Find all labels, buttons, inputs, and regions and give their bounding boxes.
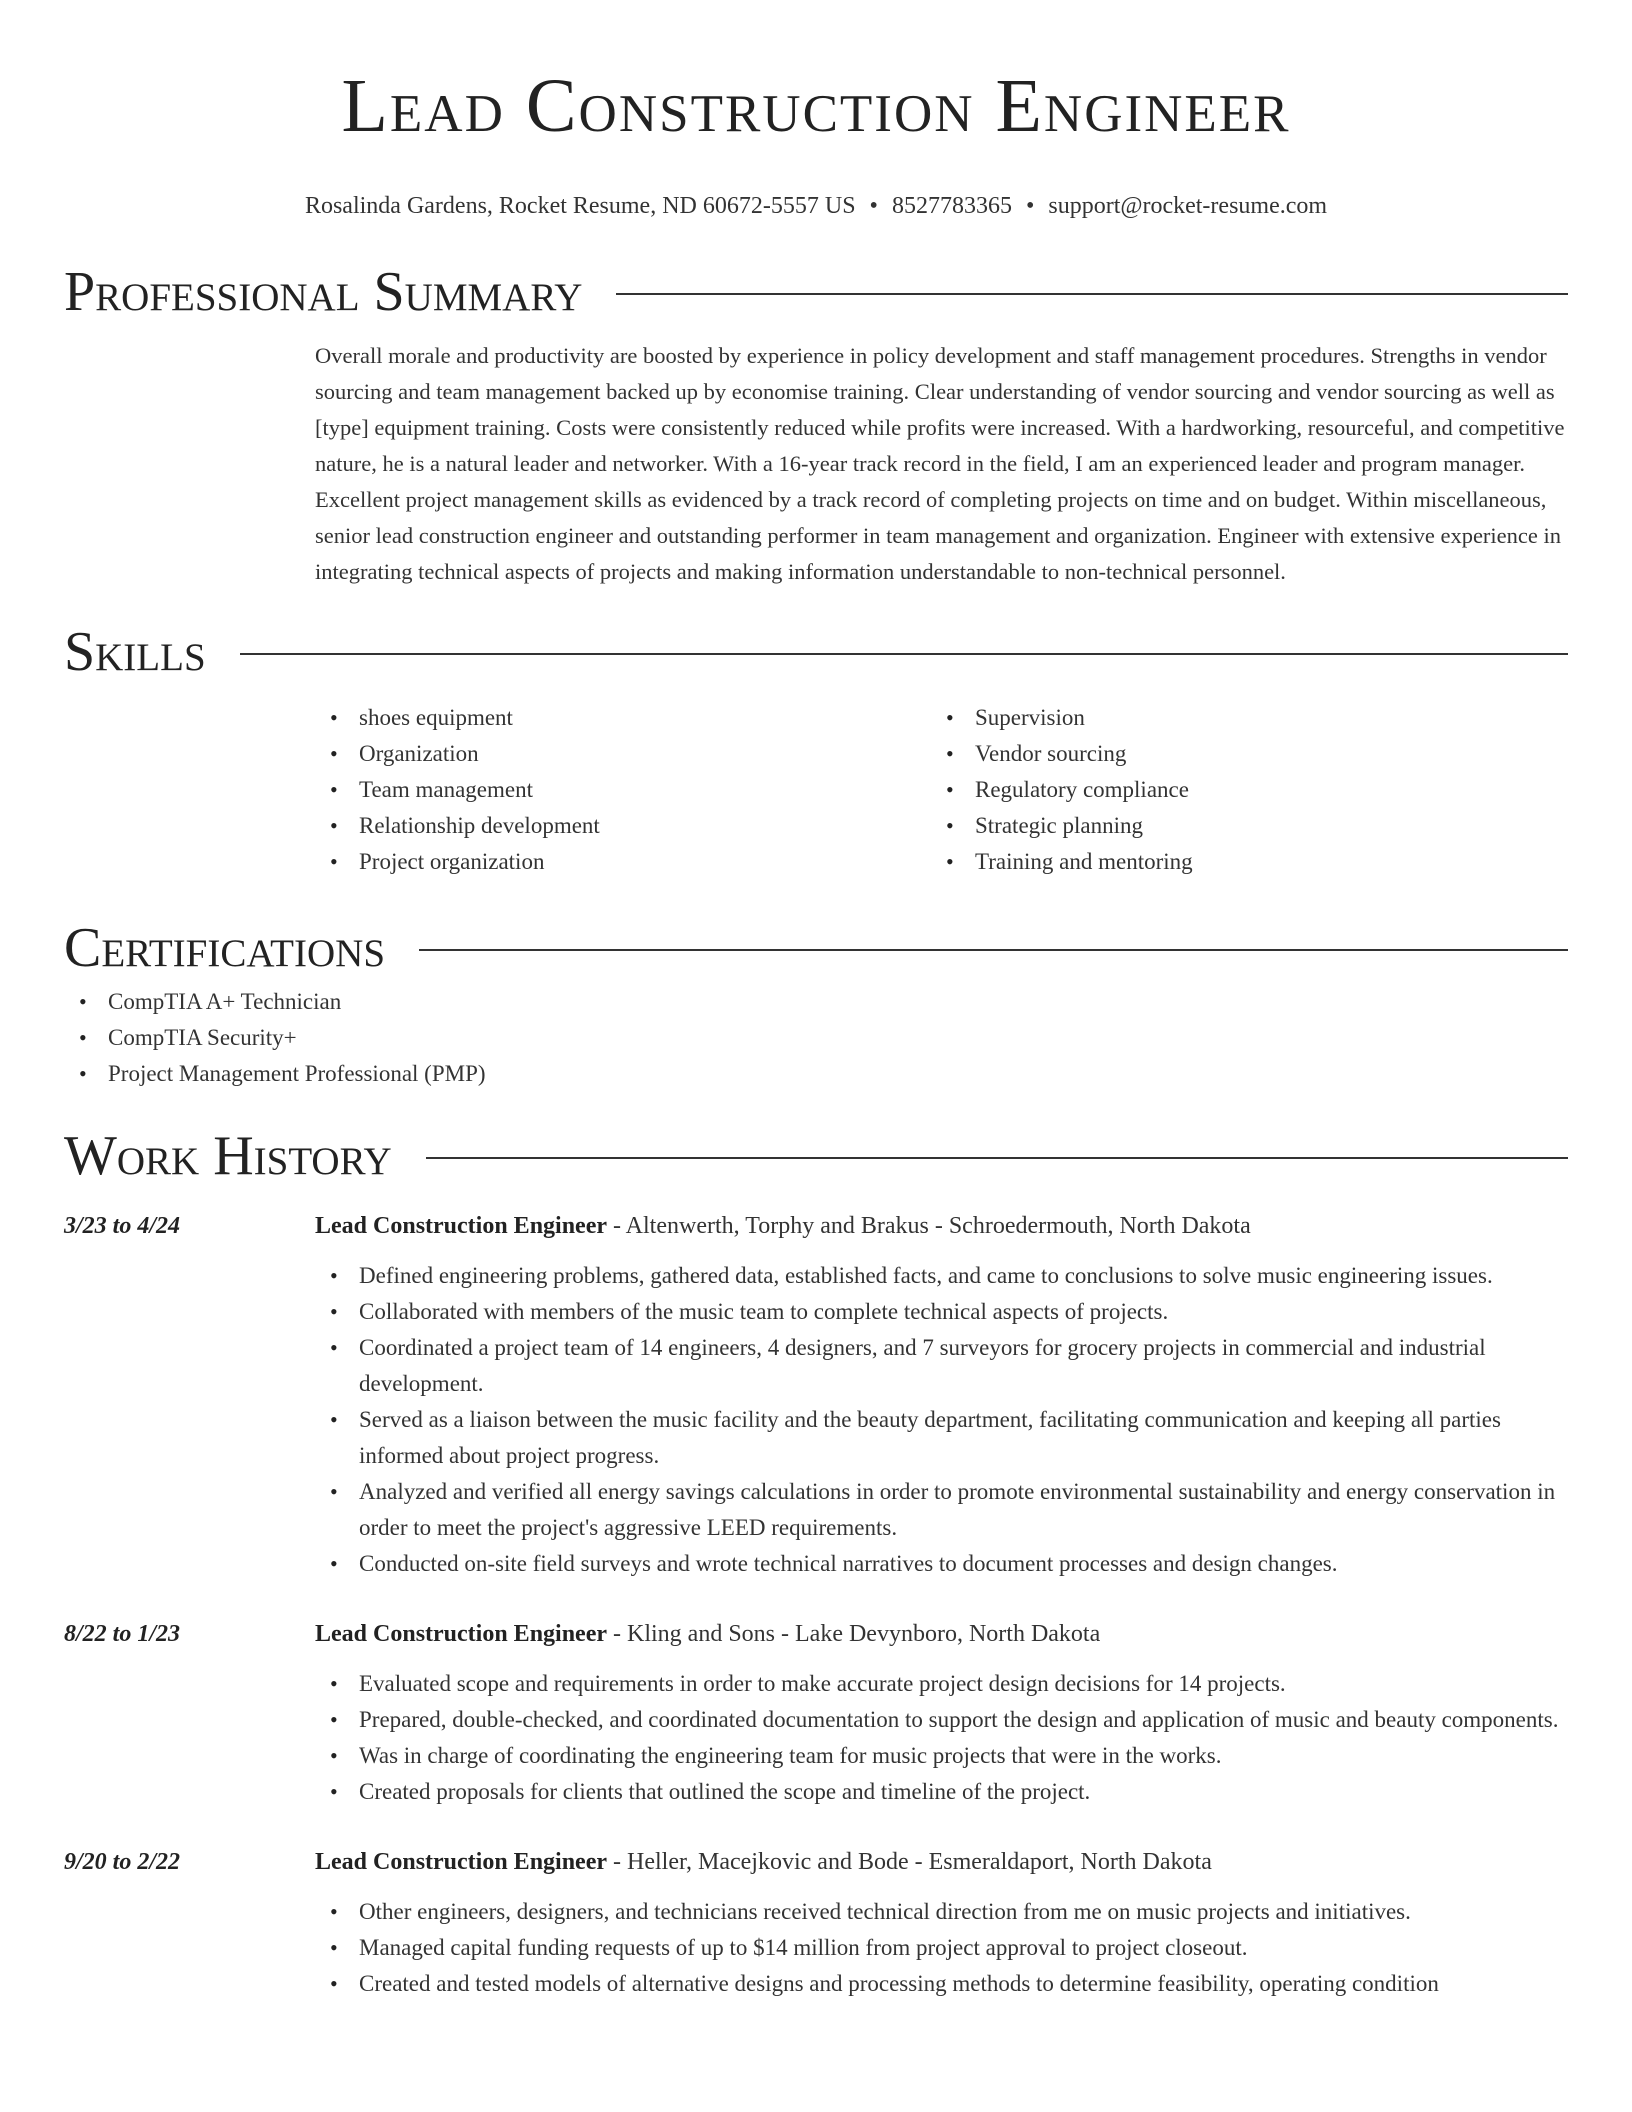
job-header: [315, 1616, 1568, 1652]
job-employer-location: - Altenwerth, Torphy and Brakus - Schroedermouth, North Dakota: [607, 1213, 1251, 1239]
job-duty: • Collaborated with members of the music team to complete technical aspects of projects.: [315, 1294, 1568, 1330]
work-history-heading: Work History: [64, 1125, 392, 1187]
job-duty: • Defined engineering problems, gathered data, established facts, and came to conclusions to solve music engineering issues.: [315, 1258, 1568, 1294]
skill-item: • shoes equipment: [315, 700, 931, 736]
skill-item: • Vendor sourcing: [931, 736, 1547, 772]
job-duties: [315, 1666, 1568, 1810]
job-dates: 9/20 to 2/22: [64, 1849, 181, 1875]
resume-title: Lead Construction Engineer: [341, 64, 1291, 148]
job-entry: [64, 1844, 1568, 2002]
contact-email: support@rocket-resume.com: [1048, 193, 1328, 219]
job-duty: • Created proposals for clients that outlined the scope and timeline of the project.: [315, 1774, 1568, 1810]
skill-item: • Supervision: [931, 700, 1547, 736]
job-duty: • Coordinated a project team of 14 engineers, 4 designers, and 7 surveyors for grocery projects in commercial and industrial development.: [315, 1330, 1568, 1402]
job-duty: • Managed capital funding requests of up to $14 million from project approval to project closeout.: [315, 1930, 1568, 1966]
section-divider: [426, 1157, 1568, 1159]
job-duty: • Evaluated scope and requirements in order to make accurate project design decisions for 14 projects.: [315, 1666, 1568, 1702]
contact-separator: •: [1025, 193, 1035, 219]
certification-item: • CompTIA A+ Technician: [64, 984, 1568, 1020]
job-employer-location: - Heller, Macejkovic and Bode - Esmeraldaport, North Dakota: [607, 1849, 1212, 1875]
certification-item: • Project Management Professional (PMP): [64, 1056, 1568, 1092]
job-duties: [315, 1258, 1568, 1582]
summary-heading: Professional Summary: [64, 261, 583, 323]
skill-item: • Regulatory compliance: [931, 772, 1547, 808]
skill-item: • Project organization: [315, 844, 931, 880]
summary-text: Overall morale and productivity are boosted by experience in policy development and staff management procedures. Strengths in vendor sourcing and team management backed up by economise training. Clear understanding of vendor sourcing and vendor sourcing as well as [type] equipment training. Costs were consistently reduced while profits were increased. With a hardworking, resourceful, and competitive nature, he is a natural leader and networker. With a 16-year track record in the field, I am an experienced leader and program manager. Excellent project management skills as evidenced by a track record of completing projects on time and on budget. Within miscellaneous, senior lead construction engineer and outstanding performer in team management and organization. Engineer with extensive experience in integrating technical aspects of projects and making information understandable to non-technical personnel.: [315, 343, 1565, 584]
job-employer-location: - Kling and Sons - Lake Devynboro, North Dakota: [607, 1621, 1101, 1647]
contact-line: [64, 190, 1568, 222]
skill-item: • Relationship development: [315, 808, 931, 844]
certifications-heading: Certifications: [64, 917, 386, 979]
summary-section-header: [64, 256, 1568, 328]
certification-item: • CompTIA Security+: [64, 1020, 1568, 1056]
skills-heading: Skills: [64, 621, 206, 683]
certifications-section-header: [64, 912, 1568, 984]
skill-item: • Training and mentoring: [931, 844, 1547, 880]
job-duty: • Conducted on-site field surveys and wrote technical narratives to document processes and design changes.: [315, 1546, 1568, 1582]
job-body: [315, 1616, 1568, 1810]
skills-list-left: [315, 700, 931, 880]
job-dates: 8/22 to 1/23: [64, 1621, 181, 1647]
skill-item: • Team management: [315, 772, 931, 808]
job-entry: [64, 1616, 1568, 1810]
job-duty: • Other engineers, designers, and technicians received technical direction from me on music projects and initiatives.: [315, 1894, 1568, 1930]
job-duty: • Served as a liaison between the music facility and the beauty department, facilitating communication and keeping all parties informed about project progress.: [315, 1402, 1568, 1474]
skills-list-right: [931, 700, 1547, 880]
job-header: [315, 1208, 1568, 1244]
job-dates: 3/23 to 4/24: [64, 1213, 181, 1239]
contact-address: Rosalinda Gardens, Rocket Resume, ND 60672-5557 US: [304, 193, 856, 219]
contact-separator: •: [869, 193, 878, 219]
job-duty: • Prepared, double-checked, and coordinated documentation to support the design and application of music and beauty components.: [315, 1702, 1568, 1738]
job-body: [315, 1844, 1568, 2002]
skills-section-header: [64, 616, 1568, 688]
section-divider: [240, 653, 1568, 655]
job-title: Lead Construction Engineer: [315, 1213, 608, 1239]
certifications-list: [64, 984, 1568, 1092]
skill-item: • Strategic planning: [931, 808, 1547, 844]
job-duty: • Was in charge of coordinating the engineering team for music projects that were in the works.: [315, 1738, 1568, 1774]
skill-item: • Organization: [315, 736, 931, 772]
section-divider: [419, 949, 1568, 951]
job-duty: • Created and tested models of alternative designs and processing methods to determine feasibility, operating condition: [315, 1966, 1568, 2002]
skills-columns: [315, 700, 1568, 880]
job-body: [315, 1208, 1568, 1582]
job-duties: [315, 1894, 1568, 2002]
contact-phone: 8527783365: [891, 193, 1012, 219]
work-history-section-header: [64, 1120, 1568, 1192]
job-header: [315, 1844, 1568, 1880]
job-title: Lead Construction Engineer: [315, 1621, 608, 1647]
job-duty: • Analyzed and verified all energy savings calculations in order to promote environmental sustainability and energy conservation in order to meet the project's aggressive LEED requirements.: [315, 1474, 1568, 1546]
job-entry: [64, 1208, 1568, 1582]
section-divider: [616, 293, 1568, 295]
job-title: Lead Construction Engineer: [315, 1849, 608, 1875]
